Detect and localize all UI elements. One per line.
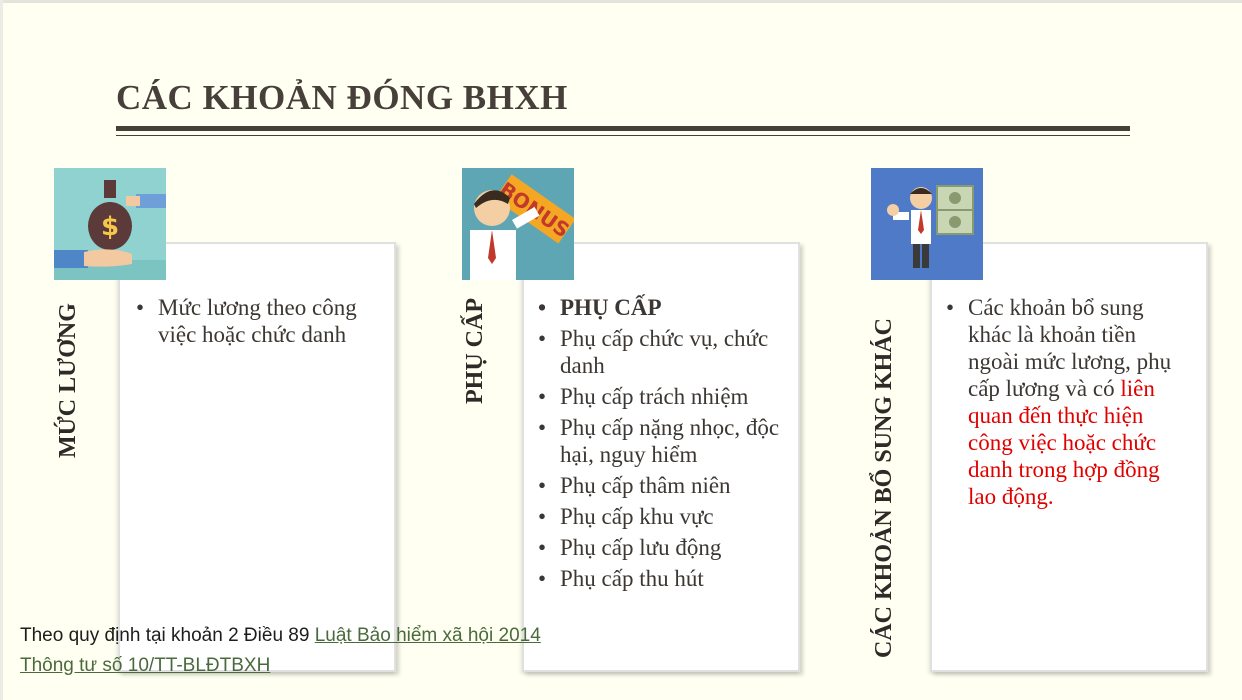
title-rule-thin bbox=[116, 135, 1130, 136]
list-item: • Phụ cấp thu hút bbox=[534, 565, 796, 592]
footer-prefix: Theo quy định tại khoản 2 Điều 89 bbox=[20, 625, 315, 646]
slide-title: CÁC KHOẢN ĐÓNG BHXH bbox=[116, 78, 568, 117]
footer-reference-line1 bbox=[20, 625, 541, 647]
list-item: • Phụ cấp thâm niên bbox=[534, 472, 796, 499]
svg-text:$: $ bbox=[100, 212, 120, 242]
businessman-money-icon bbox=[871, 168, 983, 280]
card-phu-cap bbox=[522, 242, 800, 672]
label-cac-khoan-bo-sung: CÁC KHOẢN BỔ SUNG KHÁC bbox=[871, 317, 897, 658]
card-muc-luong bbox=[118, 242, 396, 672]
link-luat-bhxh-2014[interactable]: Luật Bảo hiểm xã hội 2014 bbox=[314, 625, 541, 646]
list-item: • Phụ cấp khu vực bbox=[534, 503, 796, 530]
phu-cap-list bbox=[534, 294, 796, 596]
bo-sung-list bbox=[942, 294, 1192, 514]
list-item: • PHỤ CẤP bbox=[534, 294, 796, 321]
footer-reference-line2 bbox=[20, 655, 270, 677]
list-item bbox=[942, 294, 1192, 510]
slide-top-border bbox=[0, 0, 1242, 3]
money-bag-hands-icon bbox=[54, 168, 166, 280]
slide-left-border bbox=[0, 0, 3, 700]
title-rule-thick bbox=[116, 126, 1130, 131]
link-thong-tu-10[interactable]: Thông tư số 10/TT-BLĐTBXH bbox=[20, 655, 271, 676]
label-muc-luong: MỨC LƯƠNG bbox=[55, 303, 81, 458]
card-cac-khoan-bo-sung bbox=[930, 242, 1208, 672]
list-item: • Mức lương theo công việc hoặc chức danh bbox=[132, 294, 382, 348]
list-item: • Phụ cấp chức vụ, chức danh bbox=[534, 325, 796, 379]
list-item: • Phụ cấp trách nhiệm bbox=[534, 383, 796, 410]
bo-sung-text-red: liên quan đến thực hiện công việc hoặc chức danh trong hợp đồng lao động. bbox=[968, 376, 1160, 509]
list-item: • Phụ cấp nặng nhọc, độc hại, nguy hiểm bbox=[534, 414, 796, 468]
muc-luong-list bbox=[132, 294, 382, 352]
bo-sung-text-plain: Các khoản bổ sung khác là khoản tiền ngoài mức lương, phụ cấp lương và có bbox=[968, 295, 1172, 401]
list-item: • Phụ cấp lưu động bbox=[534, 534, 796, 561]
bonus-man-icon bbox=[462, 168, 574, 280]
label-phu-cap: PHỤ CẤP bbox=[462, 298, 488, 404]
